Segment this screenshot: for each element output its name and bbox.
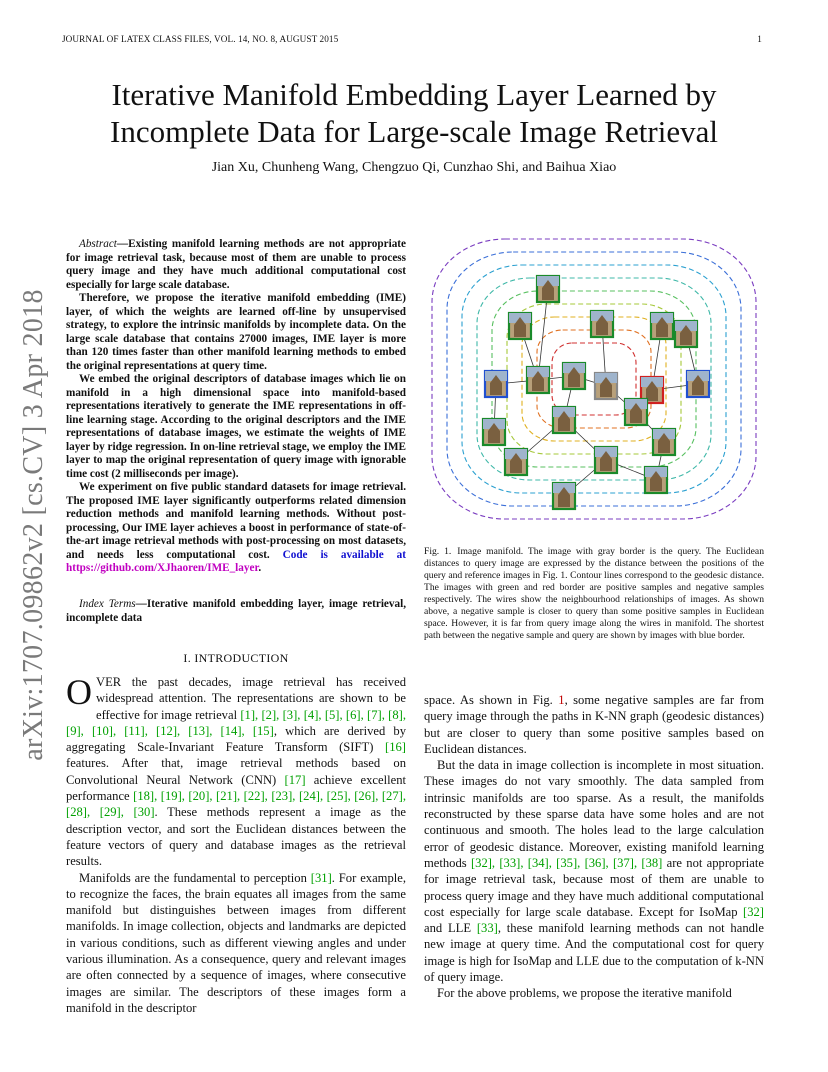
body-text: space. As shown in Fig. — [424, 693, 559, 707]
citation-link[interactable]: [16] — [385, 740, 406, 755]
intro-text: . For example, to recognize the faces, the brain equates all images from the same manifold but distinguishes between images from different manifolds. In image collection, objects and landmarks are depicted in various conditions, such as different viewing angles and under various illumination. As a consequence, query and relevant images are often connected by a sequence of images, where consecutive images are similar. The descriptors of these images form a manifold in the descriptor — [66, 870, 407, 1015]
citation-link[interactable]: [18], [19], [20], [21], [22], [23], [24], [25], [26], [27], [28], [29], [30] — [66, 789, 406, 820]
intro-text: features. After that, image retrieval methods based on Convolutional Neural Network (CNN) — [66, 756, 406, 787]
positive-sample-image — [591, 311, 613, 337]
intro-text: achieve excellent performance — [66, 772, 406, 804]
index-terms-text: Iterative manifold embedding layer, image retrieval, incomplete data — [66, 598, 406, 624]
figure-label: Fig. 1. — [424, 546, 452, 557]
body-text: , these manifold learning methods can not handle new image at query time. And the computational cost for query image is high for IsoMap and LLE due to the computation of k-NN of query image. — [424, 921, 764, 985]
positive-sample-image — [645, 467, 667, 493]
abstract-p2: Therefore, we propose the iterative manifold embedding (IME) layer, of which the weights are learned off-line by unsupervised strategy, to explore the intrinsic manifolds by incomplete data. On the large scale database that contains 27000 images, IME layer is more than 120 times faster than other manifold learning methods to embed the original representations at query time. — [66, 292, 406, 372]
paper-title: Iterative Manifold Embedding Layer Learned by Incomplete Data for Large-scale Image Retrieval — [110, 77, 718, 149]
citation-link[interactable]: [31] — [310, 870, 332, 885]
positive-sample-image — [595, 447, 617, 473]
citation-link[interactable]: [32], [33], [34], [35], [36], [37], [38] — [470, 855, 663, 870]
positive-sample-image — [675, 321, 697, 347]
intro-text: VER the past decades, image retrieval has received widespread attention. The representations are shown to be effective for image retrieval — [96, 675, 406, 722]
abstract-p4: We experiment on five public standard datasets for image retrieval. The proposed IME layer significantly outperforms related dimension reduction methods and manifold learning methods. Without post-processing, Our IME layer achieves a boost in performance of state-of-the-art image retrieval methods with post-processing on most datasets, and needs less computational cost. — [66, 481, 406, 561]
positive-sample-image — [653, 429, 675, 455]
introduction-text — [66, 674, 406, 1016]
body-text: , some negative samples are far from query image through the paths in K-NN graph (geodesic distances) but are closer to query than some positive samples based on Euclidean distances. — [424, 693, 765, 756]
positive-sample-image — [509, 313, 531, 339]
citation-link[interactable]: [17] — [284, 772, 306, 787]
running-header — [62, 34, 762, 44]
body-text: are not appropriate for image retrieval task, because most of them are unable to process query image and they have much additional computational cost especially for large scale database. Except for IsoMap — [424, 855, 764, 919]
body-text: But the data in image collection is incomplete in most situation. These images do not vary smoothly. The data sampled from intrinsic manifolds are too sparse. As a result, the manifolds reconstructed by these sparse data have some holes and are not continuous and smooth. The holes lead to the large calculation error of geodesic distance. Moreover, existing manifold learning methods — [424, 758, 764, 870]
query-image — [595, 373, 617, 399]
body-text: For the above problems, we propose the iterative manifold — [437, 986, 732, 1001]
figure-caption — [424, 546, 764, 642]
code-link[interactable]: https://github.com/XJhaoren/IME_layer — [66, 562, 259, 574]
positive-sample-image — [537, 276, 559, 302]
positive-sample-image — [625, 399, 647, 425]
citation-link[interactable]: [32] — [743, 904, 764, 919]
index-terms-label: Index Terms — [79, 598, 136, 610]
path-sample-image — [485, 371, 507, 397]
body-text: and LLE — [424, 921, 477, 936]
index-terms: Index Terms—Iterative manifold embedding layer, image retrieval, incomplete data — [66, 598, 406, 624]
abstract-p1: Existing manifold learning methods are not appropriate for image retrieval task, because most of them are unable to process query image and they have much additional computational cost especially for large scale database. — [66, 238, 406, 291]
intro-text: , which are derived by aggregating Scale-Invariant Feature Transform (SIFT) — [66, 723, 407, 755]
citation-link[interactable]: [1], [2], [3], [4], [5], [6], [7], [8], [9], [10], [11], [12], [13], [14], [15] — [66, 707, 406, 738]
arxiv-identifier: arXiv:1707.09862v2 [cs.CV] 3 Apr 2018 — [18, 289, 49, 761]
intro-text: . These methods represent a image as the description vector, and sort the Euclidean distances between the feature vectors of query and database images as the retrieval results. — [66, 805, 406, 869]
positive-sample-image — [563, 363, 585, 389]
citation-link[interactable]: [33] — [476, 921, 498, 936]
arxiv-stamp — [14, 285, 54, 765]
code-availability: Code is available at — [282, 548, 406, 561]
caption-text: Image manifold. The image with gray border is the query. The Euclidean distances to query image are expressed by the distance between the positions of the query and reference images in Fig. 1. Contour lines correspond to the geodesic distance. The images with green and red border are positive samples and negative samples respectively. The wires show the neighbourhood relationships of images. As shown above, a negative sample is closer to query than some positive samples in Euclidean space. However, it is far from query image along the wires in manifold. The shortest path between the negative sample and query are shown by images with blue border. — [424, 546, 764, 641]
section-heading: I. INTRODUCTION — [183, 651, 289, 665]
journal-name: JOURNAL OF LATEX CLASS FILES, VOL. 14, NO. 8, AUGUST 2015 — [62, 34, 339, 44]
path-sample-image — [687, 371, 709, 397]
positive-sample-image — [553, 407, 575, 433]
positive-sample-image — [651, 313, 673, 339]
right-column-text — [424, 692, 764, 1002]
positive-sample-image — [483, 419, 505, 445]
abstract-label: Abstract — [79, 238, 117, 250]
page-number: 1 — [757, 34, 762, 44]
manifold-illustration — [424, 234, 764, 534]
author-list: Jian Xu, Chunheng Wang, Chengzuo Qi, Cunzhao Shi, and Baihua Xiao — [211, 160, 617, 175]
drop-cap: O — [66, 672, 92, 712]
abstract-p3: We embed the original descriptors of database images which lie on manifold in a high dimensional space into manifold-based representations iteratively to generate the IME representations in off-line learning stage. According to the original descriptors and the IME representations of database images, we estimate the weights of IME layer by ridge regression. In on-line retrieval stage, we employ the IME layer to map the original representation of query image with ignorable time cost (2 milliseconds per image). — [66, 373, 406, 480]
positive-sample-image — [553, 483, 575, 509]
positive-sample-image — [527, 367, 549, 393]
manifold-figure — [424, 234, 764, 534]
figure-link[interactable]: 1 — [558, 693, 565, 707]
abstract: Abstract—Existing manifold learning methods are not appropriate for image retrieval task, because most of them are unable to process query image and they have much additional computational cost especially for large scale database. Therefore, we propose the iterative manifold embedding (IME) layer, of which the weights are learned off-line by unsupervised strategy, to explore the intrinsic manifolds by incomplete data. On the large scale database that contains 27000 images, IME layer is more than 120 times faster than other manifold learning methods to embed the original representations at query time. We embed the original descriptors of database images which lie on manifold in a high dimensional space into manifold-based representations iteratively to generate the IME representations in off-line learning stage. According to the original descriptors and the IME representations of database images, we estimate the weights of IME layer by ridge regression. In on-line retrieval stage, we employ the IME layer to map the original representation of query image with ignorable time cost (2 milliseconds per image). We experiment on five public standard datasets for image retrieval. The proposed IME layer significantly outperforms related dimension reduction methods and manifold learning methods. Without post-processing, Our IME layer achieves a boost in performance of state-of-the-art image retrieval methods with post-processing on most datasets, and needs less computational cost. Code is available at https://github.com/XJhaoren/IME_layer. — [66, 238, 406, 574]
code-end: . — [258, 562, 262, 574]
intro-text: Manifolds are the fundamental to perception — [79, 870, 311, 885]
positive-sample-image — [505, 449, 527, 475]
